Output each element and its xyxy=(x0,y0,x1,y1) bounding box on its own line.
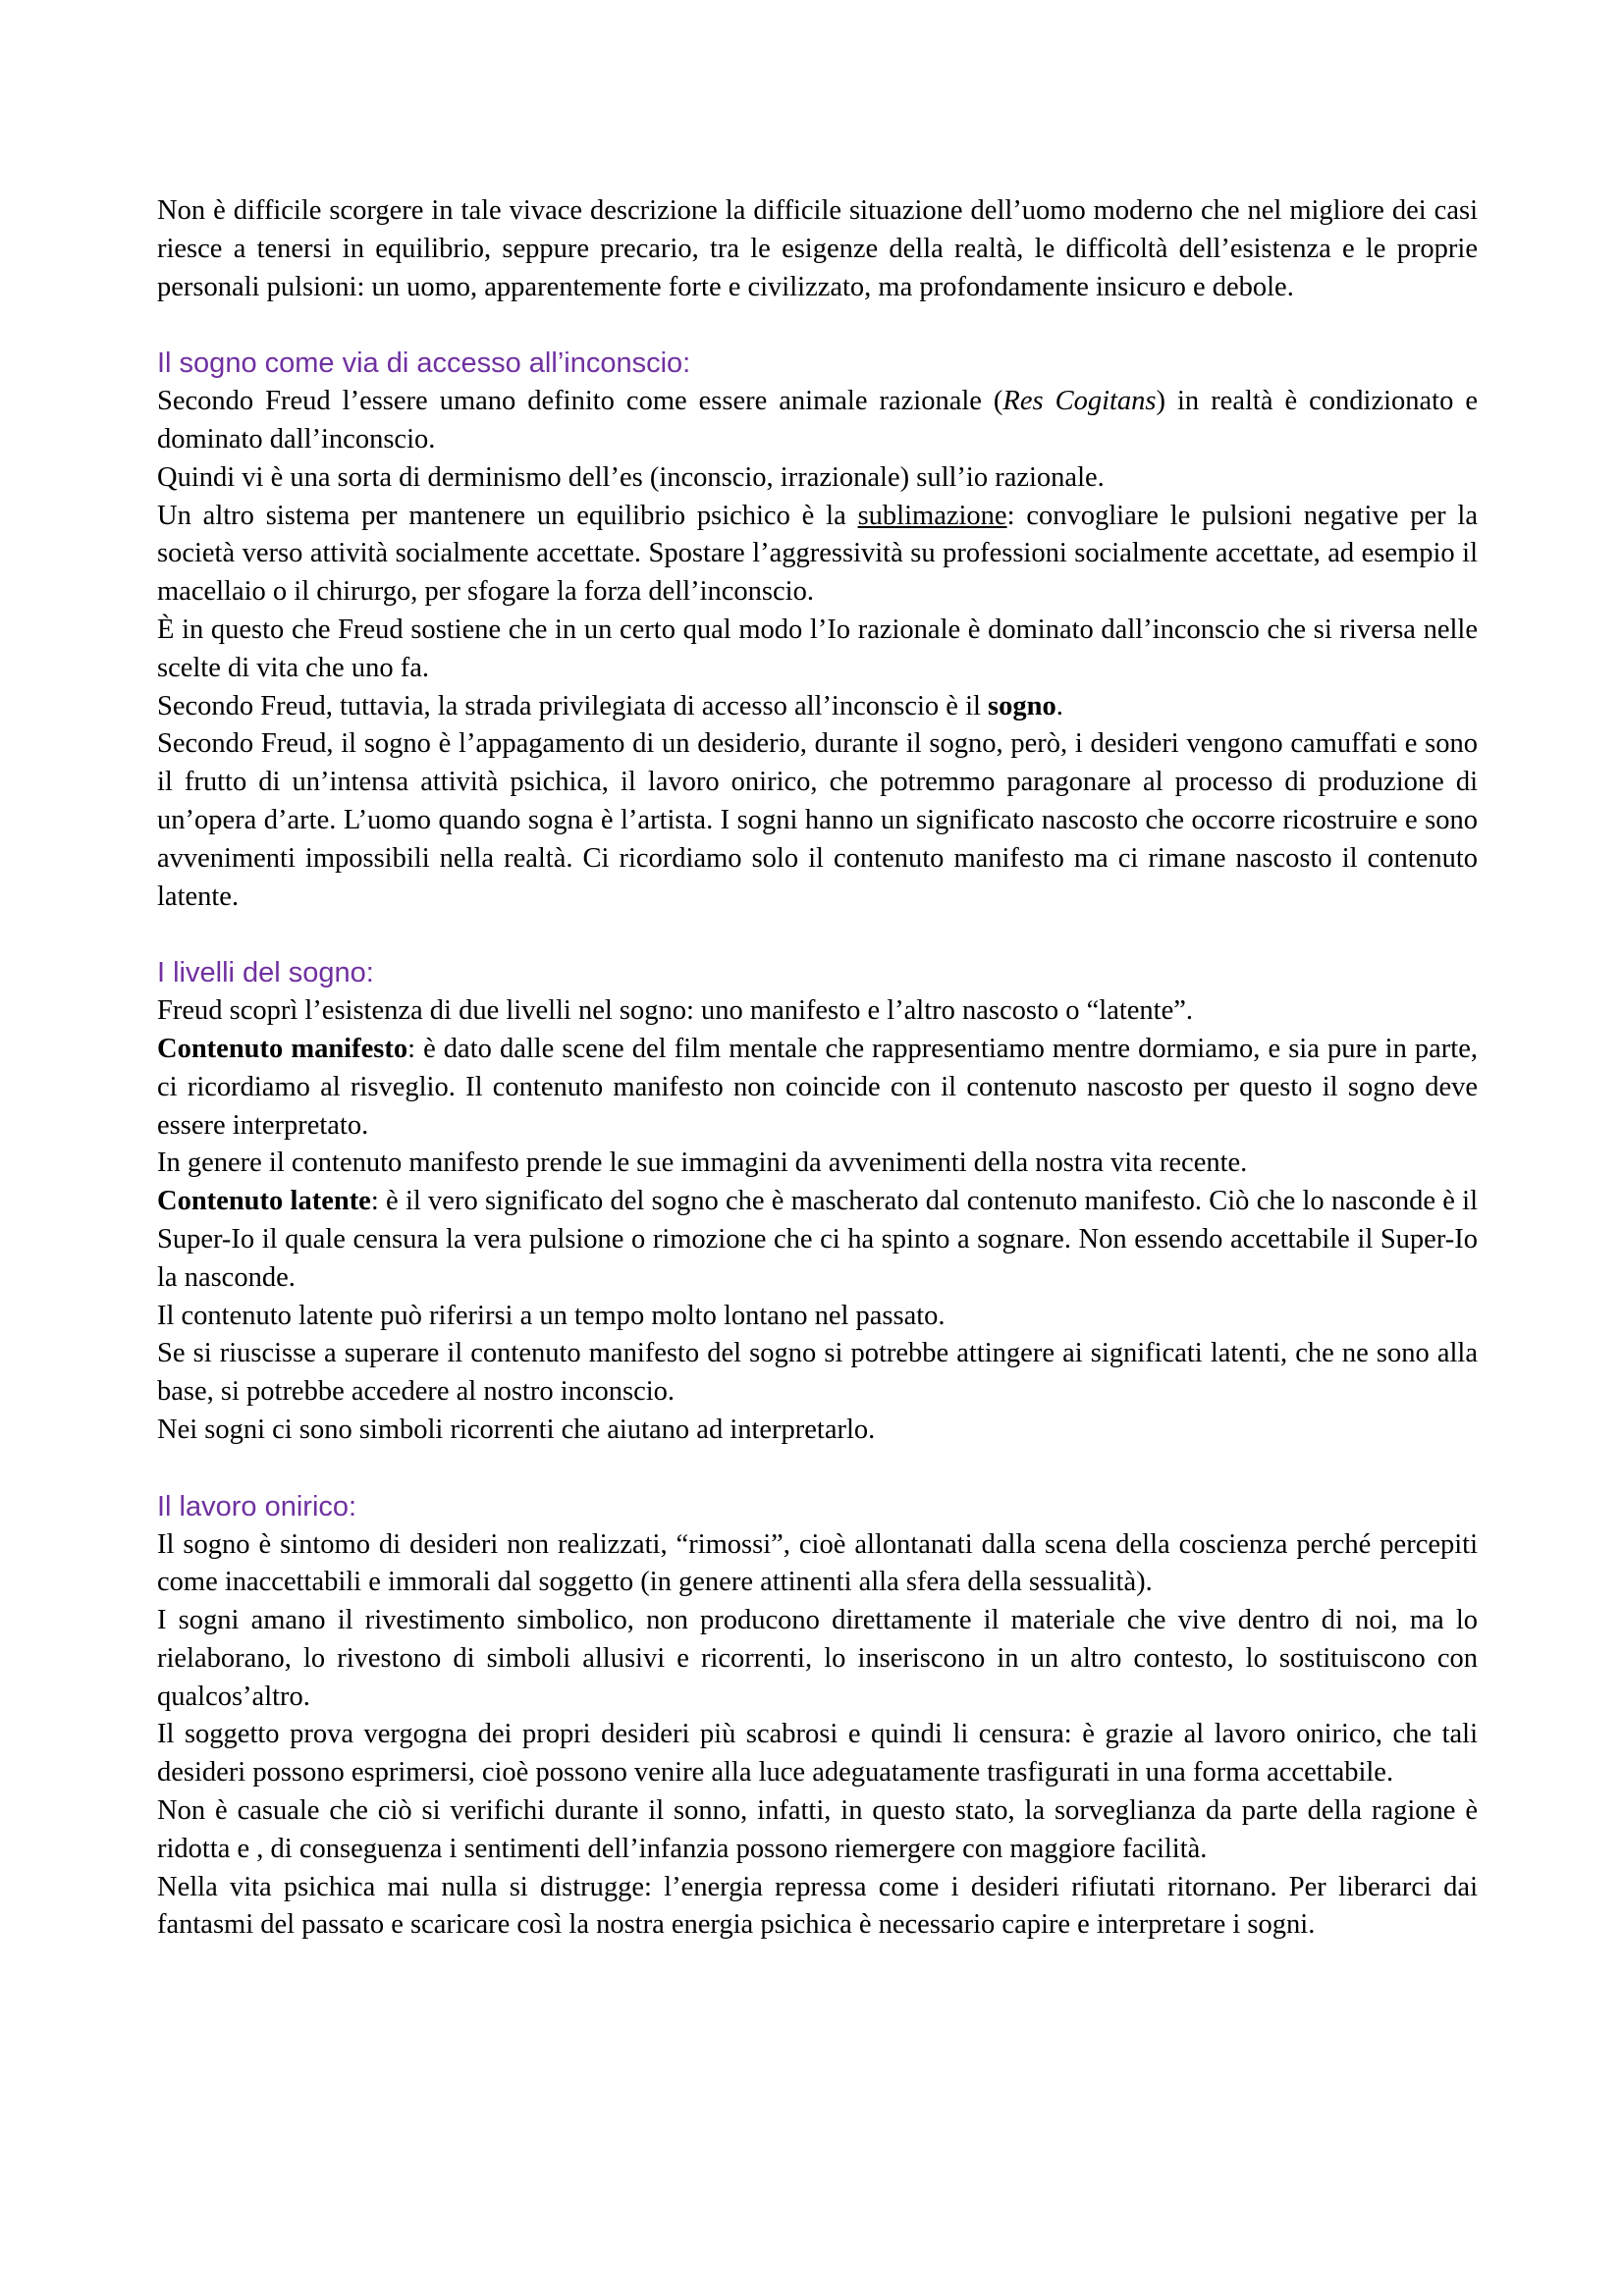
text-run: : è il vero significato del sogno che è mascherato dal contenuto manifesto. Ciò che lo nasconde è il Super-Io il quale censura la vera pulsione o rimozione che ci ha spinto a sognare. Non essendo accettabile il Super-Io la nasconde. xyxy=(157,1186,1478,1293)
paragraph: Il soggetto prova vergogna dei propri desideri più scabrosi e quindi li censura: è grazie al lavoro onirico, che tali desideri possono esprimersi, cioè possono venire alla luce adeguatamente trasfigurati in una forma accettabile. xyxy=(157,1719,1478,1789)
paragraph xyxy=(157,498,1478,612)
section-heading-dream-access: Il sogno come via di accesso all’inconscio: xyxy=(157,347,691,380)
bold-term: Contenuto manifesto xyxy=(157,1033,408,1064)
paragraph xyxy=(157,1183,1478,1297)
text-run: . xyxy=(1055,690,1063,721)
paragraph: Nella vita psichica mai nulla si distrugge: l’energia repressa come i desideri rifiutati ritornano. Per liberarci dai fantasmi del passato e scaricare così la nostra energia psichica è necessario capire e interpretare i sogni. xyxy=(157,1871,1478,1941)
underlined-term: sublimazione xyxy=(857,500,1007,531)
text-run: Secondo Freud, tuttavia, la strada privilegiata di accesso all’inconscio è il xyxy=(157,690,989,721)
paragraph: Nei sogni ci sono simboli ricorrenti che aiutano ad interpretarlo. xyxy=(157,1414,876,1445)
paragraph: Il contenuto latente può riferirsi a un tempo molto lontano nel passato. xyxy=(157,1300,946,1331)
paragraph: Se si riuscisse a superare il contenuto manifesto del sogno si potrebbe attingere ai significati latenti, che ne sono alla base, si potrebbe accedere al nostro inconscio. xyxy=(157,1338,1478,1408)
text-run: Un altro sistema per mantenere un equilibrio psichico è la xyxy=(157,500,858,531)
text-run: ) in realtà è condizionato e dominato dall’inconscio. xyxy=(157,386,1478,454)
paragraph: Non è casuale che ciò si verifichi durante il sonno, infatti, in questo stato, la sorveglianza da parte della ragione è ridotta e , di conseguenza i sentimenti dell’infanzia possono riemergere con maggiore facilità. xyxy=(157,1795,1478,1864)
intro-paragraph: Non è difficile scorgere in tale vivace descrizione la difficile situazione dell’uomo moderno che nel migliore dei casi riesce a tenersi in equilibrio, seppure precario, tra le esigenze della realtà, le difficoltà dell’esistenza e le proprie personali pulsioni: un uomo, apparentemente forte e civilizzato, ma profondamente insicuro e debole. xyxy=(157,195,1478,302)
paragraph: Quindi vi è una sorta di derminismo dell’es (inconscio, irrazionale) sull’io razionale. xyxy=(157,461,1105,493)
paragraph xyxy=(157,383,1478,459)
bold-term: Contenuto latente xyxy=(157,1186,371,1217)
bold-term: sogno xyxy=(988,690,1056,721)
paragraph xyxy=(157,1031,1478,1145)
paragraph: I sogni amano il rivestimento simbolico, non producono direttamente il materiale che vive dentro di noi, ma lo rielaborano, lo rivestono di simboli allusivi e ricorrenti, lo inseriscono in un altro contesto, lo sostituiscono con qualcos’altro. xyxy=(157,1605,1478,1712)
paragraph: In genere il contenuto manifesto prende le sue immagini da avvenimenti della nostra vita recente. xyxy=(157,1148,1248,1179)
paragraph xyxy=(157,688,1478,726)
paragraph: Secondo Freud, il sogno è l’appagamento di un desiderio, durante il sogno, però, i desideri vengono camuffati e sono il frutto di un’intensa attività psichica, il lavoro onirico, che potremmo paragonare al processo di produzione di un’opera d’arte. L’uomo quando sogna è l’artista. I sogni hanno un significato nascosto che occorre ricostruire e sono avvenimenti impossibili nella realtà. Ci ricordiamo solo il contenuto manifesto ma ci rimane nascosto il contenuto latente. xyxy=(157,728,1478,912)
text-run: Secondo Freud l’essere umano definito come essere animale razionale ( xyxy=(157,386,1003,417)
document-page xyxy=(157,192,1478,1945)
text-run: : è dato dalle scene del film mentale che rappresentiamo mentre dormiamo, e sia pure in parte, ci ricordiamo al risveglio. Il contenuto manifesto non coincide con il contenuto nascosto per questo il sogno deve essere interpretato. xyxy=(157,1033,1478,1141)
section-spacer xyxy=(157,306,1478,345)
paragraph: È in questo che Freud sostiene che in un certo qual modo l’Io razionale è dominato dall’inconscio che si riversa nelle scelte di vita che uno fa. xyxy=(157,614,1478,683)
section-spacer xyxy=(157,1450,1478,1488)
paragraph: Freud scoprì l’esistenza di due livelli nel sogno: uno manifesto e l’altro nascosto o “latente”. xyxy=(157,995,1194,1027)
italic-term: Res Cogitans xyxy=(1002,386,1157,417)
paragraph: Il sogno è sintomo di desideri non realizzati, “rimossi”, cioè allontanati dalla scena della coscienza perché percepiti come inaccettabili e immorali dal soggetto (in genere attinenti alla sfera della sessualità). xyxy=(157,1528,1478,1598)
section-heading-dream-levels: I livelli del sogno: xyxy=(157,957,374,989)
section-spacer xyxy=(157,916,1478,954)
section-heading-dream-work: Il lavoro onirico: xyxy=(157,1490,357,1522)
text-run: : convogliare le pulsioni negative per la società verso attività socialmente accettate. Spostare l’aggressività su professioni socialmente accettate, ad esempio il macellaio o il chirurgo, per sfogare la forza dell’inconscio. xyxy=(157,500,1478,608)
